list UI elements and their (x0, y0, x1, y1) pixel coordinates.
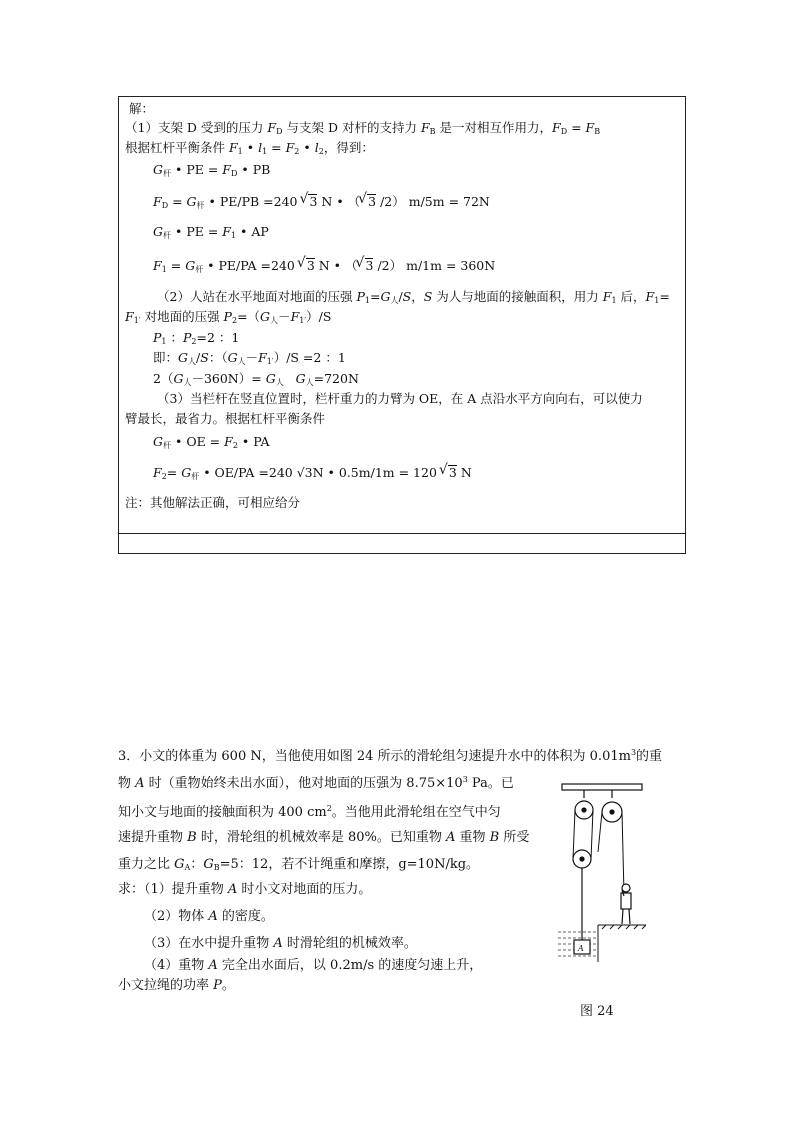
figure-caption: 图 24 (580, 1004, 614, 1019)
table-divider (119, 533, 685, 534)
ceiling-beam (562, 784, 642, 790)
problem-line-8: （3）在水中提升重物 A 时滑轮组的机械效率。 (144, 936, 417, 951)
fixed-pulleys (575, 790, 622, 822)
problem-line-4: 速提升重物 B 时，滑轮组的机械效率是 80%。已知重物 A 重物 B 所受 (118, 830, 530, 845)
weight-a-label: A (578, 944, 584, 953)
solution-line-10: 即：$G_人/S$：$(G_人-F_{1'})/S =2$ ：1 (153, 350, 346, 366)
solution-line-7: （2）人站在水平地面对地面的压强 $P_1=G_人/S$，S 为人与地面的接触面积，用力 $F_1$ 后，$F_1=$ (157, 289, 670, 305)
solution-line-2: 根据杠杆平衡条件 $F_1$ • $l_1 = F_2$ • $l_2$，得到： (125, 140, 374, 156)
ropes (573, 810, 624, 894)
solution-line-14: $G_杆$ • OE = $F_2$ • PA (153, 434, 270, 450)
ground-ledge (598, 925, 646, 962)
solution-line-13: 臂最长，最省力。根据杠杆平衡条件 (125, 411, 326, 426)
solution-line-8: $F_{1'}$ 对地面的压强 $P_2=(G_人-F_{1'})/S$ (125, 309, 332, 325)
solution-line-6: $F_1 = G_杆$ • PE/PA =240 √ 3 N • （√ 3 /2） m/1m = 360N (153, 258, 495, 278)
solution-line-4: $F_D = G_杆$ • PE/PB =240 √ 3 N • （√ 3 /2） m/5m = 72N (153, 194, 490, 214)
solution-line-12: （3）当栏杆在竖直位置时，栏杆重力的力臂为 OE，在 A 点沿水平方向向右，可以使力 (157, 391, 643, 406)
person (621, 884, 631, 924)
solution-box (118, 96, 686, 554)
problem-line-5: 重力之比 $G_A$：$G_B=5$：12，若不计绳重和摩擦，g=10N/kg。 (118, 857, 480, 872)
movable-pulley (573, 850, 591, 940)
problem-line-10: 小文拉绳的功率 P。 (118, 978, 235, 993)
problem-line-9: （4）重物 A 完全出水面后，以 0.2m/s 的速度匀速上升， (144, 958, 483, 973)
solution-note: 注：其他解法正确，可相应给分 (125, 495, 301, 510)
solution-line-5: $G_杆$ • PE = $F_1$ • AP (153, 224, 269, 240)
pulley-figure (558, 782, 646, 962)
solution-line-1: （1）支架 D 受到的压力 $F_D$ 与支架 D 对杆的支持力 $F_B$ 是一对相互作用力，$F_D = F_B$ (125, 120, 601, 136)
problem-line-3: 知小文与地面的接触面积为 400 $cm^2$。当他用此滑轮组在空气中匀 (118, 804, 501, 820)
solution-line-11: $2(G_人-360N)= G_人$ $G_人=720N$ (153, 371, 359, 387)
solution-line-9: $P_1$ ：$P_2=2$ ：1 (153, 330, 240, 346)
problem-line-6: 求：（1）提升重物 A 时小文对地面的压力。 (118, 882, 372, 897)
solution-line-15: $F_2= G_杆$ • OE/PA =240 √3N • 0.5m/1m = 120 √ 3 N (153, 465, 472, 485)
solution-heading: 解： (129, 101, 155, 116)
problem-line-7: （2）物体 A 的密度。 (144, 909, 274, 924)
problem-line-2: 物 A 时（重物始终未出水面），他对地面的压强为 $8.75\times 10^3$ Pa。已 (118, 775, 514, 791)
problem-line-1: 3．小文的体重为 600 N，当他使用如图 24 所示的滑轮组匀速提升水中的体积为 $0.01m^3$的重 (118, 748, 663, 764)
solution-line-3: $G_杆$ • PE = $F_D$ • PB (153, 162, 271, 178)
